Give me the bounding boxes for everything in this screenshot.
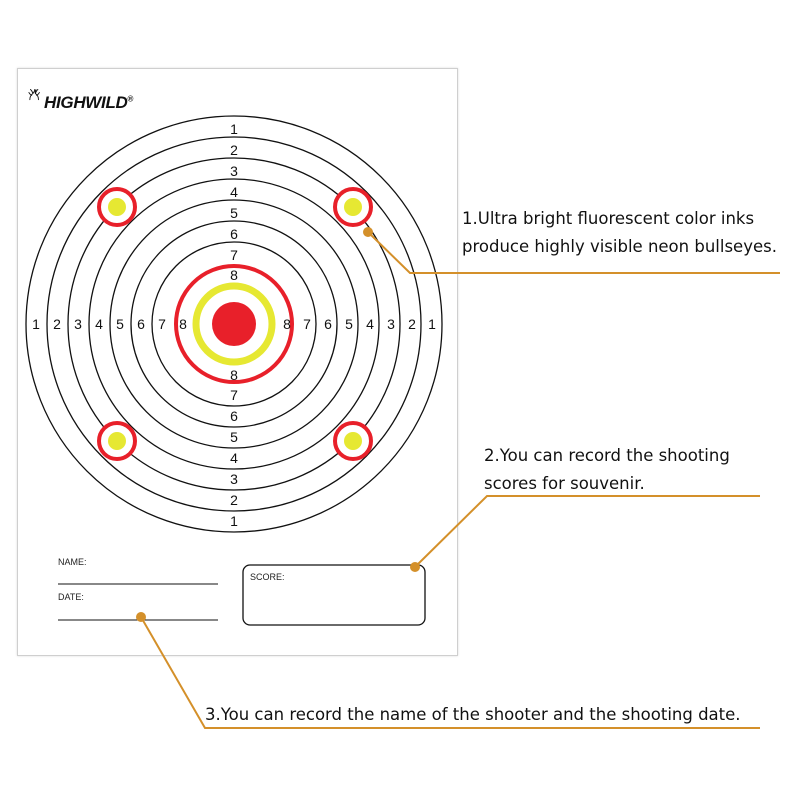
ring-number-bottom: 6: [230, 408, 238, 424]
trademark-symbol: ®: [127, 94, 134, 104]
ring-number-bottom: 5: [230, 429, 238, 445]
ring-number-top: 8: [230, 267, 238, 283]
ring-number-right: 2: [408, 316, 416, 332]
name-label: NAME:: [58, 557, 87, 567]
score-label: SCORE:: [250, 572, 285, 582]
ring-number-bottom: 1: [230, 513, 238, 529]
ring-number-top: 1: [230, 121, 238, 137]
leader-dot-3: [136, 612, 146, 622]
center-bullseye: [176, 266, 292, 382]
ring-number-left: 8: [179, 316, 187, 332]
callout-2: [484, 442, 730, 498]
record-form: [58, 557, 425, 625]
corner-bullseye-bottom-left: [99, 423, 135, 459]
ring-number-top: 7: [230, 247, 238, 263]
corner-bullseye-bottom-right: [335, 423, 371, 459]
ring-number-right: 8: [283, 316, 291, 332]
ring-number-right: 4: [366, 316, 374, 332]
brand-name: HIGHWILD: [44, 93, 128, 112]
ring-number-right: 1: [428, 316, 436, 332]
ring-number-left: 1: [32, 316, 40, 332]
callout-3: [205, 701, 741, 729]
leader-dot-1: [363, 227, 373, 237]
callout-2-line1: 2.You can record the shooting: [484, 446, 730, 465]
ring-number-top: 6: [230, 226, 238, 242]
ring-number-left: 2: [53, 316, 61, 332]
callout-3-line1: 3.You can record the name of the shooter and the shooting date.: [205, 705, 741, 724]
ring-number-bottom: 3: [230, 471, 238, 487]
ring-number-top: 2: [230, 142, 238, 158]
ring-number-bottom: 4: [230, 450, 238, 466]
ring-number-left: 4: [95, 316, 103, 332]
ring-number-left: 3: [74, 316, 82, 332]
leader-dot-2: [410, 562, 420, 572]
date-label: DATE:: [58, 592, 84, 602]
callout-1: [462, 205, 777, 261]
ring-number-right: 7: [303, 316, 311, 332]
ring-number-left: 6: [137, 316, 145, 332]
ring-number-left: 5: [116, 316, 124, 332]
bull-dot: [212, 302, 256, 346]
corner-bullseye-top-right: [335, 189, 371, 225]
ring-number-top: 3: [230, 163, 238, 179]
callout-1-line2: produce highly visible neon bullseyes.: [462, 237, 777, 256]
ring-number-right: 5: [345, 316, 353, 332]
ring-number-top: 4: [230, 184, 238, 200]
ring-number-right: 3: [387, 316, 395, 332]
ring-number-left: 7: [158, 316, 166, 332]
callout-1-line1: 1.Ultra bright fluorescent color inks: [462, 209, 755, 228]
ring-number-bottom: 7: [230, 387, 238, 403]
ring-number-right: 6: [324, 316, 332, 332]
ring-number-bottom: 2: [230, 492, 238, 508]
ring-number-bottom: 8: [230, 367, 238, 383]
ring-number-top: 5: [230, 205, 238, 221]
corner-bullseye-top-left: [99, 189, 135, 225]
callout-2-line2: scores for souvenir.: [484, 474, 645, 493]
leader-line-2: [415, 496, 760, 567]
